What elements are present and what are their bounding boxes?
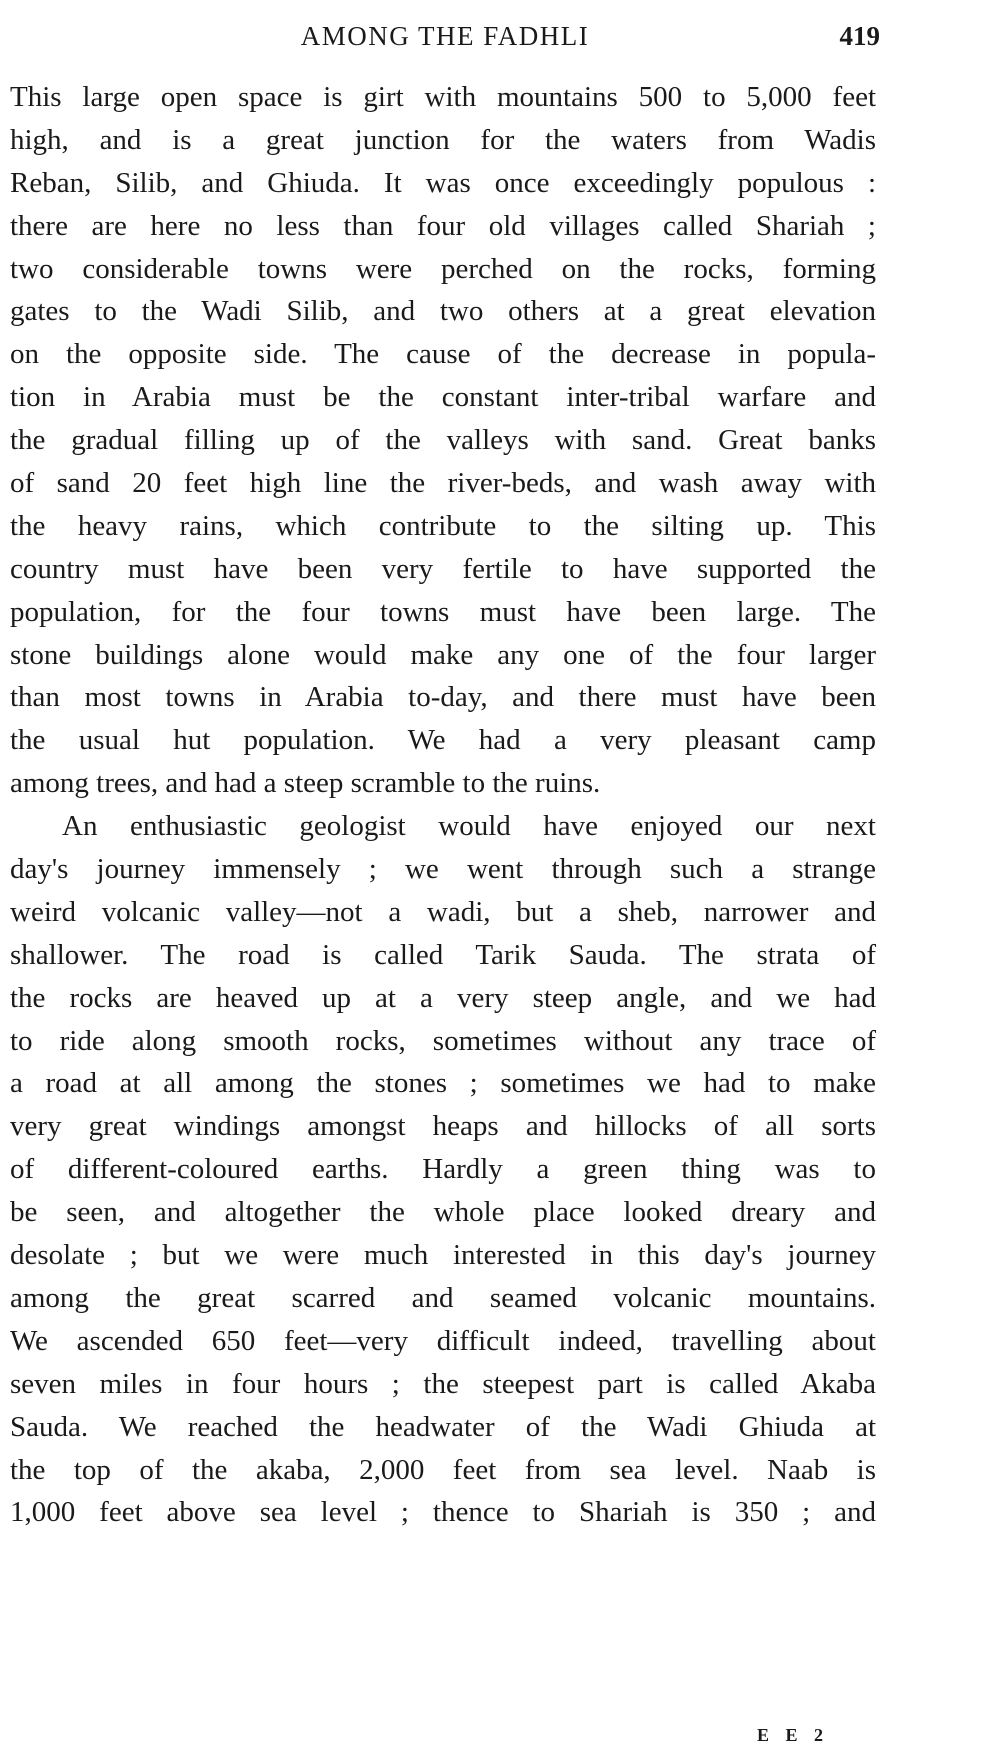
running-head: [10, 14, 880, 58]
signature-mark: E E 2: [757, 1725, 830, 1745]
text-line: population, for the four towns must have been large. The: [10, 595, 876, 628]
text-line: very great windings amongst heaps and hillocks of all sorts: [10, 1110, 876, 1143]
text-line: among the great scarred and seamed volcanic mountains.: [10, 1281, 876, 1314]
text-line: the usual hut population. We had a very pleasant camp: [10, 724, 876, 757]
text-line: An enthusiastic geologist would have enjoyed our next: [62, 810, 876, 843]
text-line: among trees, and had a steep scramble to the ruins.: [10, 767, 601, 800]
text-line: Reban, Silib, and Ghiuda. It was once exceedingly populous :: [10, 166, 876, 199]
text-line: shallower. The road is called Tarik Sauda. The strata of: [10, 938, 876, 971]
running-title: AMONG THE FADHLI: [300, 21, 590, 51]
text-line: to ride along smooth rocks, sometimes without any trace of: [10, 1024, 876, 1057]
text-line: stone buildings alone would make any one of the four larger: [10, 638, 876, 671]
body-text: [10, 76, 876, 1534]
text-line: the top of the akaba, 2,000 feet from sea level. Naab is: [10, 1453, 876, 1486]
text-line: We ascended 650 feet—very difficult indeed, travelling about: [10, 1324, 876, 1357]
text-line: This large open space is girt with mountains 500 to 5,000 feet: [10, 81, 876, 113]
text-line: tion in Arabia must be the constant inter-tribal warfare and: [10, 381, 876, 414]
text-line: on the opposite side. The cause of the decrease in popula-: [10, 338, 876, 371]
text-line: the rocks are heaved up at a very steep angle, and we had: [10, 981, 876, 1014]
text-line: weird volcanic valley—not a wadi, but a sheb, narrower and: [10, 895, 876, 928]
page-number: 419: [839, 21, 880, 51]
text-line: of different-coloured earths. Hardly a green thing was to: [10, 1153, 876, 1186]
text-line: gates to the Wadi Silib, and two others at a great elevation: [10, 295, 876, 328]
text-line: two considerable towns were perched on the rocks, forming: [10, 252, 876, 285]
text-line: the gradual filling up of the valleys with sand. Great banks: [10, 424, 876, 457]
text-line: country must have been very fertile to have supported the: [10, 552, 876, 585]
text-line: seven miles in four hours ; the steepest part is called Akaba: [10, 1367, 876, 1400]
text-line: there are here no less than four old villages called Shariah ;: [10, 209, 876, 242]
text-line: 1,000 feet above sea level ; thence to Shariah is 350 ; and: [10, 1496, 876, 1529]
text-line: high, and is a great junction for the waters from Wadis: [10, 123, 876, 156]
text-line: than most towns in Arabia to-day, and there must have been: [10, 681, 876, 714]
text-line: day's journey immensely ; we went through such a strange: [10, 853, 876, 886]
text-line: of sand 20 feet high line the river-beds, and wash away with: [10, 467, 876, 500]
text-line: be seen, and altogether the whole place looked dreary and: [10, 1196, 876, 1229]
text-line: the heavy rains, which contribute to the silting up. This: [10, 509, 876, 542]
text-line: a road at all among the stones ; sometimes we had to make: [10, 1067, 876, 1100]
text-line: Sauda. We reached the headwater of the Wadi Ghiuda at: [10, 1410, 876, 1443]
text-line: desolate ; but we were much interested in this day's journey: [10, 1239, 876, 1272]
